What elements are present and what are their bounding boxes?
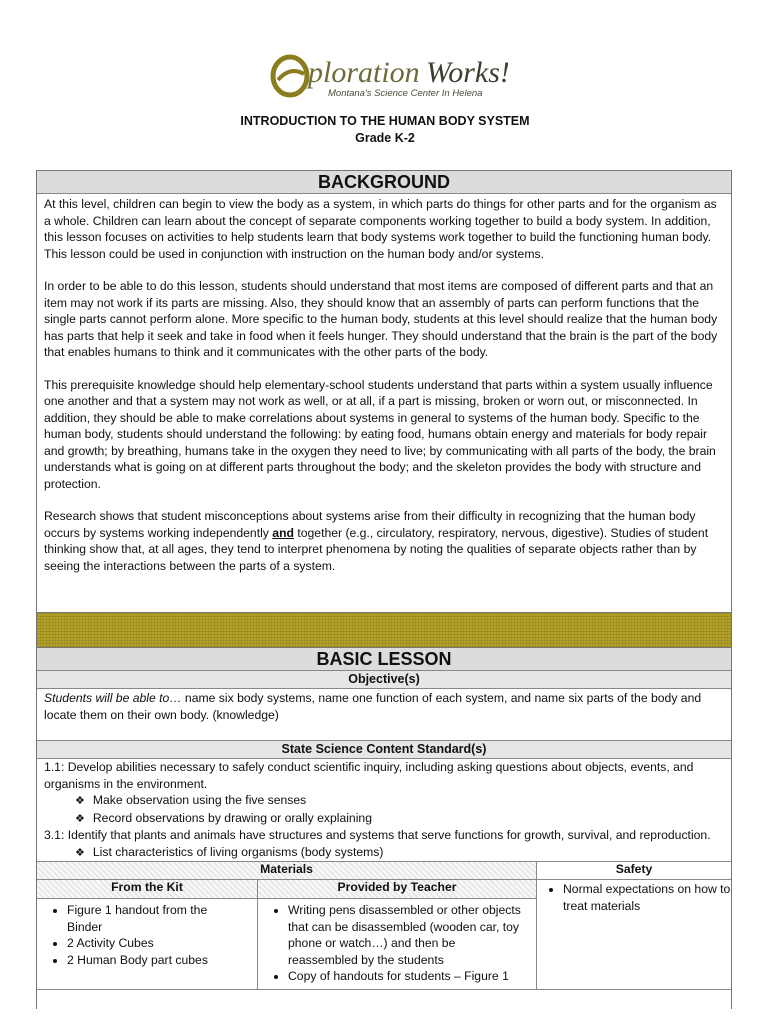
materials-heading: Materials <box>37 862 537 880</box>
background-paragraph-4 <box>37 508 731 574</box>
basic-lesson-section <box>36 647 732 1009</box>
decorative-band <box>36 612 732 648</box>
list-item: • 2 Activity Cubes <box>67 935 239 952</box>
standard-2: 3.1: Identify that plants and animals have structures and systems that serve functions for growth, survival, and reproduction. <box>44 828 711 842</box>
objectives-lead: Students will be able to… <box>44 691 182 705</box>
list-item: • Figure 1 handout from the Binder <box>67 902 239 935</box>
kit-heading: From the Kit <box>37 880 258 899</box>
list-item: • Writing pens disassembled or other objects that can be disassembled (wooden car, toy phone or watch…) and then be reassembled by the students <box>288 902 528 968</box>
safety-list <box>537 881 731 914</box>
background-section <box>36 170 732 613</box>
objectives-text <box>37 689 731 740</box>
basic-lesson-heading: BASIC LESSON <box>37 648 731 671</box>
safety-heading: Safety <box>537 862 732 880</box>
exploration-works-logo <box>268 46 508 102</box>
svg-text:ploration: ploration <box>308 56 420 89</box>
teacher-cell <box>258 899 537 990</box>
safety-cell <box>537 880 732 990</box>
standard-2-list <box>37 844 731 862</box>
standard-1: 1.1: Develop abilities necessary to safely conduct scientific inquiry, including asking questions about objects, events, and organisms in the environment. <box>44 760 694 791</box>
list-item: • Normal expectations on how to treat materials <box>563 881 731 914</box>
p4-text-b: together (e.g., circulatory, respiratory, nervous, digestive). Studies of student thinking show that, at all ages, they tend to interpret phenomena by noting the qualities of separate objects rather than by seeing the interactions between the parts of a system. <box>44 525 709 573</box>
standards-heading: State Science Content Standard(s) <box>37 740 731 759</box>
kit-cell <box>37 899 258 990</box>
svg-text:Works!: Works! <box>426 56 508 89</box>
logo-graphic <box>268 46 508 102</box>
teacher-heading: Provided by Teacher <box>258 880 537 899</box>
list-item: • Copy of handouts for students – Figure 1 <box>288 968 528 985</box>
objectives-body: name six body systems, name one function of each system, and name six parts of the body and locate them on their own body. (knowledge) <box>44 691 702 722</box>
list-item: ❖ Make observation using the five senses <box>75 792 731 810</box>
list-item: • 2 Human Body part cubes <box>67 952 239 969</box>
p4-text-a: Research shows that student misconceptions about systems arise from their difficulty in recognizing that the human body occurs by systems working independently <box>44 509 696 540</box>
teacher-list <box>258 902 536 985</box>
background-paragraph-3: This prerequisite knowledge should help elementary-school students understand that parts within a system usually influence one another and that a system may not work as well, or at all, if a part is missing, broken or worn out, or misconnected. In addition, they should be able to make correlations about systems in general to systems of the human body. Specific to the human body, students should understand the following: by eating food, humans obtain energy and materials for body repair and growth; by breathing, humans take in the oxygen they need to live; by communicating with all parts of the body, the brain understands what is going on at different parts throughout the body; and the skeleton provides the body with structure and protection. <box>44 377 716 491</box>
list-item: ❖ Record observations by drawing or orally explaining <box>75 810 731 828</box>
objectives-heading: Objective(s) <box>37 671 731 689</box>
materials-table <box>37 861 731 990</box>
kit-list <box>37 902 257 968</box>
list-item: ❖ List characteristics of living organisms (body systems) <box>75 844 731 862</box>
background-heading: BACKGROUND <box>37 171 731 194</box>
background-paragraph-2: In order to be able to do this lesson, students should understand that most items are composed of different parts and that an item may not work if its parts are missing. Also, they should know that an assembly of parts can perform functions that the single parts cannot perform alone. More specific to the human body, students at this level should realize that the human body has parts that help it seek and take in food when it feels hunger. They should understand that the brain is the part of the body that enables humans to think and it communicates with the other parts of the body. <box>44 279 718 359</box>
svg-text:Montana's Science Center In He: Montana's Science Center In Helena <box>328 88 483 99</box>
standard-1-list <box>37 792 731 827</box>
p4-emphasis: and <box>272 525 294 540</box>
background-paragraph-1: At this level, children can begin to view the body as a system, in which parts do things for other parts and for the organism as a whole. Children can learn about the concept of separate components working together to build a body system. In addition, this lesson focuses on activities to help students learn that body systems work together to build the functioning human body. This lesson could be used in conjunction with instruction on the human body and/or systems. <box>44 197 717 261</box>
document-title: INTRODUCTION TO THE HUMAN BODY SYSTEM <box>240 114 530 128</box>
grade-level: Grade K-2 <box>355 131 415 145</box>
